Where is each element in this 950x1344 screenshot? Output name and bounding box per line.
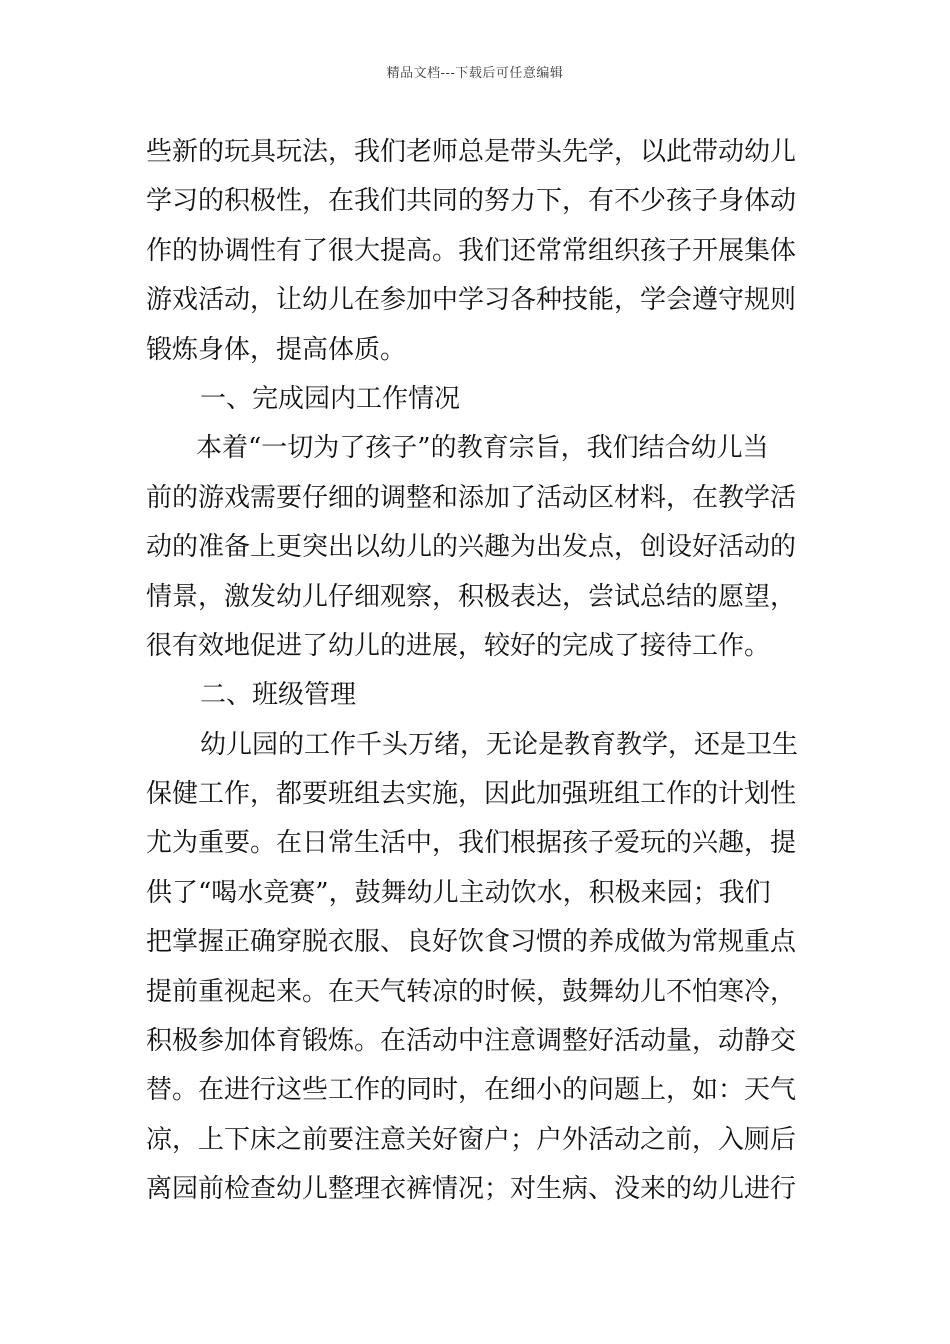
text-line: 尤为重要。在日常生活中，我们根据孩子爱玩的兴趣，提 [146, 828, 797, 859]
text-line: 替。在进行这些工作的同时，在细小的问题上，如：天气 [146, 1075, 797, 1106]
text-line: 前的游戏需要仔细的调整和添加了活动区材料，在教学活 [146, 482, 797, 513]
text-line: 保健工作，都要班组去实施，因此加强班组工作的计划性 [146, 779, 797, 810]
section-heading: 一、完成园内工作情况 [200, 383, 461, 414]
text-line: 把掌握正确穿脱衣服、良好饮食习惯的养成做为常规重点 [146, 927, 797, 958]
text-line: 供了“喝水竞赛”，鼓舞幼儿主动饮水，积极来园；我们 [146, 877, 771, 908]
text-line: 游戏活动，让幼儿在参加中学习各种技能，学会遵守规则 [146, 285, 797, 316]
text-line: 提前重视起来。在天气转凉的时候，鼓舞幼儿不怕寒冷， [146, 976, 797, 1007]
page-header: 精品文档---下载后可任意编辑 [386, 66, 564, 81]
text-line: 很有效地促进了幼儿的进展，较好的完成了接待工作。 [146, 630, 771, 661]
text-line: 作的协调性有了很大提高。我们还常常组织孩子开展集体 [146, 235, 797, 266]
text-line: 幼儿园的工作千头万绪，无论是教育教学，还是卫生 [200, 729, 799, 760]
text-line: 离园前检查幼儿整理衣裤情况；对生病、没来的幼儿进行 [146, 1174, 797, 1205]
text-line: 积极参加体育锻炼。在活动中注意调整好活动量，动静交 [146, 1026, 797, 1057]
text-line: 些新的玩具玩法，我们老师总是带头先学，以此带动幼儿 [146, 137, 797, 167]
section-heading: 二、班级管理 [200, 680, 357, 711]
text-line: 凉，上下床之前要注意关好窗户；户外活动之前，入厕后 [146, 1124, 797, 1155]
text-line: 本着“一切为了孩子”的教育宗旨，我们结合幼儿当 [196, 433, 769, 464]
text-line: 情景，激发幼儿仔细观察，积极表达，尝试总结的愿望， [146, 581, 797, 612]
text-line: 锻炼身体，提高体质。 [146, 334, 407, 365]
document-body [146, 128, 816, 1215]
text-line: 学习的积极性，在我们共同的努力下，有不少孩子身体动 [146, 186, 797, 217]
text-line: 动的准备上更突出以幼儿的兴趣为出发点，创设好活动的 [146, 532, 797, 563]
